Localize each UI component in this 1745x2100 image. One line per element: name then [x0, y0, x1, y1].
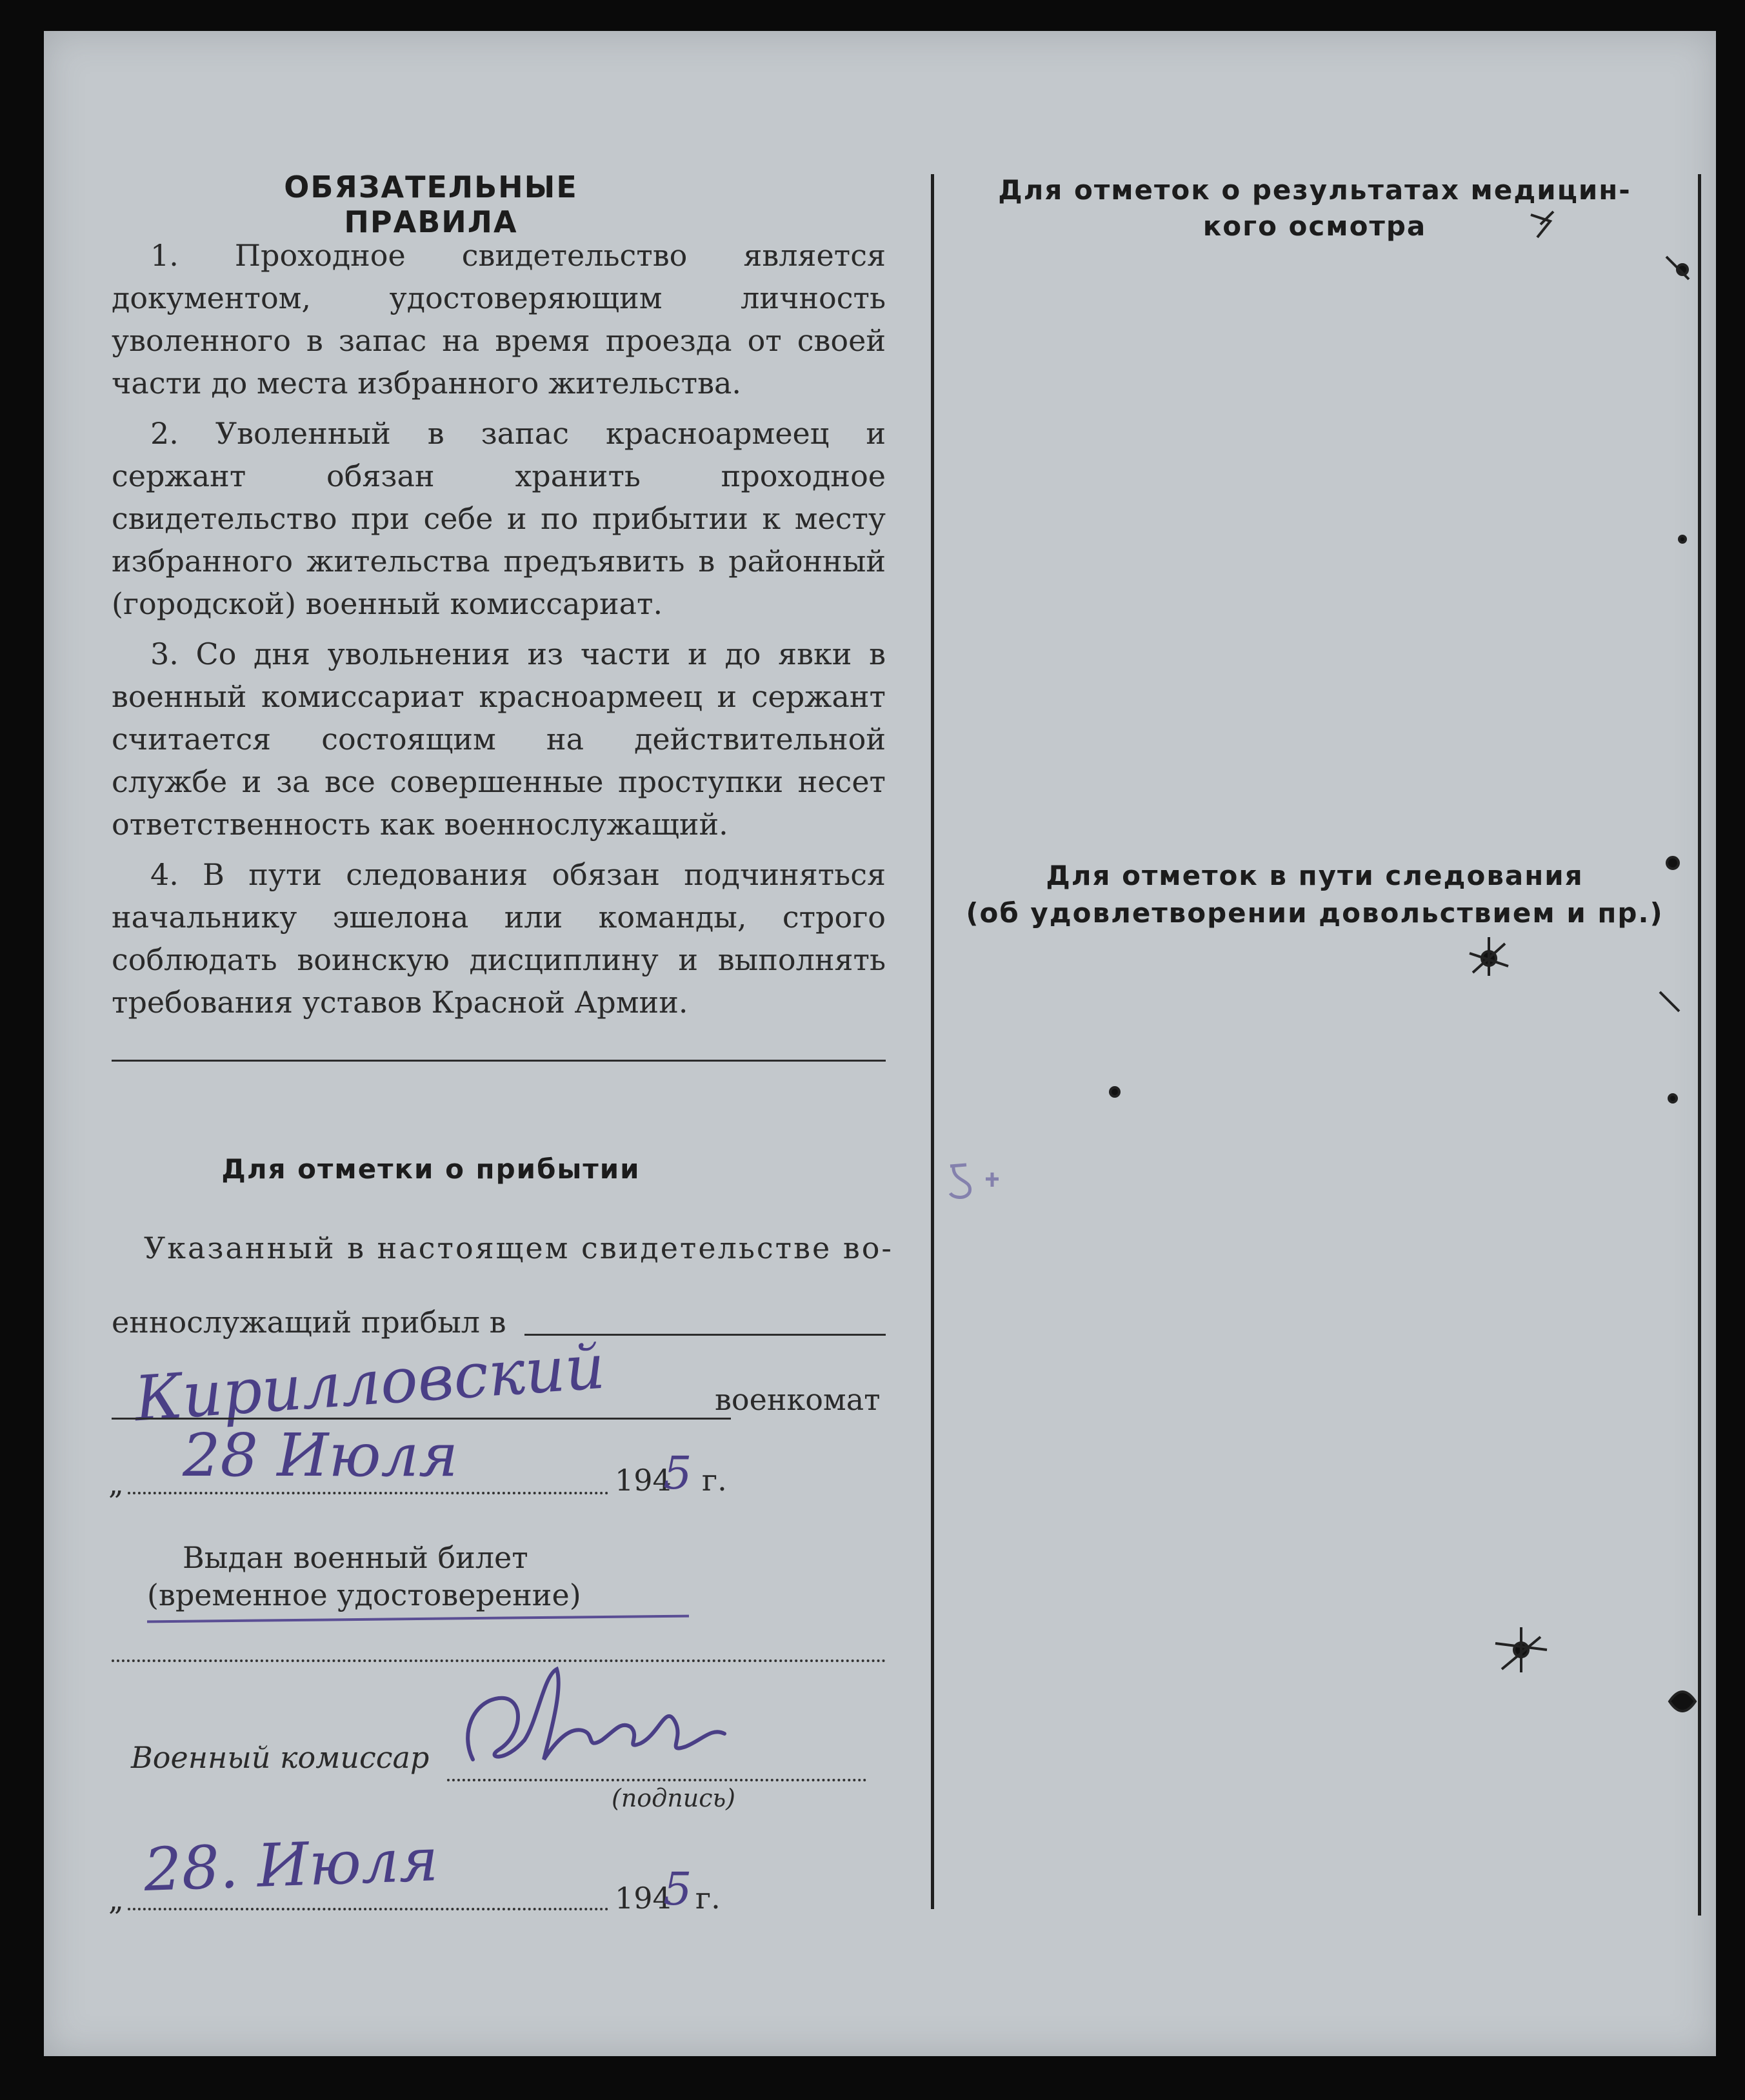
- sign-date-handwritten: 28. Июля: [143, 1825, 440, 1905]
- medical-title-2: кого осмотра: [1202, 210, 1427, 242]
- issued-line-2: (временное удостоверение): [147, 1578, 581, 1612]
- rule-2: 2. Уволенный в запас красноармеец и сержант обязан хранить проходное свидетельство при себе и по прибытии к месту избранного жительства предъявить в районный (городской) военный комиссариат.: [112, 416, 886, 621]
- commissar-signature: [447, 1663, 737, 1792]
- voenkomat-handwritten: Кирилловский: [132, 1330, 608, 1436]
- rule-3: 3. Со дня увольнения из части и до явки в военный комиссариат красноармеец и сержант считается состоящим на действительной службе и за все совершенные проступки несет ответственность как военнослужащий.: [112, 637, 886, 842]
- arrival-intro-2: еннослужащий прибыл в: [112, 1305, 506, 1340]
- sign-date-line: [128, 1908, 608, 1910]
- arrival-date-line: [128, 1492, 608, 1494]
- rules-list: [112, 234, 886, 1024]
- transit-title-2: (об удовлетворении довольствием и пр.): [966, 897, 1664, 929]
- date-quote: „: [108, 1466, 124, 1501]
- voenkomat-label: военкомат: [715, 1382, 881, 1417]
- sign-year-suffix: 5: [663, 1863, 692, 1916]
- rule-4: 4. В пути следования обязан подчиняться начальнику эшелона или команды, строго соблюдать воинскую дисциплину и выполнять требования уставов Красной Армии.: [112, 857, 886, 1020]
- rules-title: ОБЯЗАТЕЛЬНЫЕ ПРАВИЛА: [284, 170, 578, 239]
- arrival-intro-1: Указанный в настоящем свидетельстве во-: [144, 1231, 893, 1265]
- sign-year-prefix: 194: [615, 1881, 672, 1916]
- ink-mark: [941, 1153, 1012, 1205]
- document-page: [44, 31, 1716, 2056]
- arrival-year-prefix: 194: [615, 1463, 672, 1498]
- signature-line: [447, 1779, 866, 1781]
- right-border-line: [1698, 174, 1701, 1916]
- arrival-year-unit: г.: [702, 1463, 727, 1498]
- transit-title-1: Для отметок в пути следования: [1046, 860, 1584, 891]
- rules-separator: [112, 1060, 886, 1062]
- rule-1: 1. Проходное свидетельство является документом, удостоверяющим личность уволенного в запас на время проезда от своей части до места избранного жительства.: [112, 238, 886, 401]
- sign-year-unit: г.: [695, 1881, 721, 1916]
- medical-title-1: Для отметок о результатах медицин-: [998, 174, 1631, 206]
- arrival-title: Для отметки о прибытии: [221, 1153, 641, 1185]
- issued-underline-ink: [147, 1615, 689, 1623]
- commissar-label: Военный комиссар: [131, 1740, 430, 1775]
- arrival-date-handwritten: 28 Июля: [183, 1421, 459, 1490]
- issued-blank-line: [112, 1659, 886, 1662]
- arrival-year-suffix: 5: [663, 1447, 692, 1500]
- signature-caption: (подпись): [612, 1784, 736, 1812]
- sign-date-quote: „: [108, 1882, 124, 1917]
- issued-line-1: Выдан военный билет: [183, 1540, 528, 1575]
- voenkomat-line: [112, 1418, 731, 1420]
- center-divider: [931, 174, 934, 1909]
